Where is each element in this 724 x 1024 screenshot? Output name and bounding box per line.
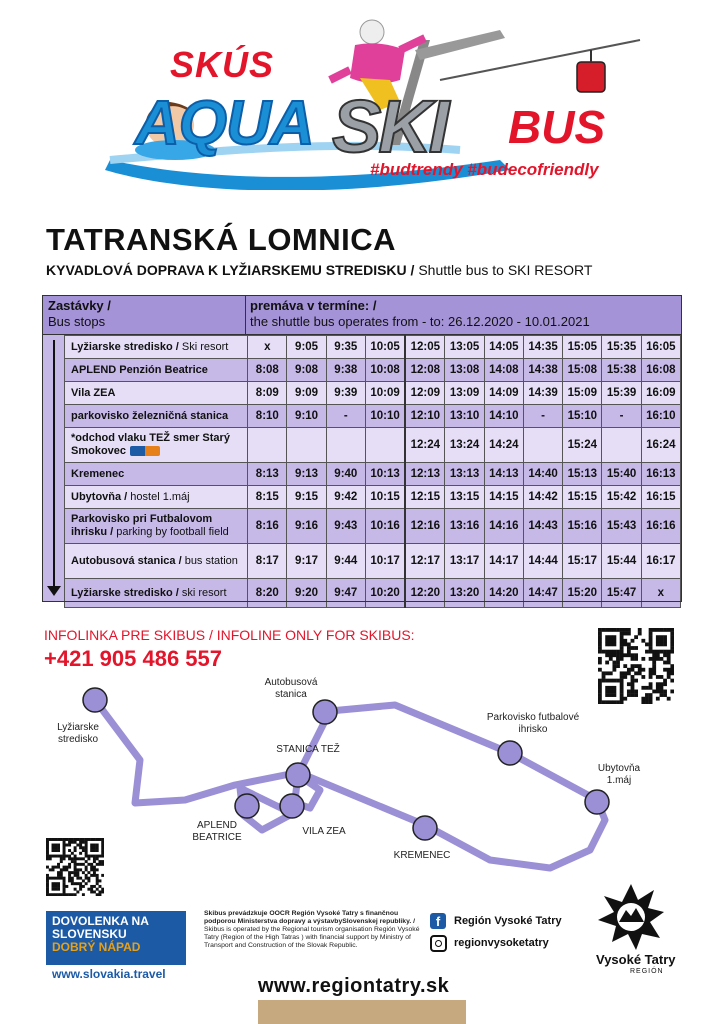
departure-time-cell: 8:15	[248, 486, 287, 509]
map-label-kremenec: KREMENEC	[393, 850, 451, 861]
departure-time-cell: -	[602, 405, 641, 428]
stop-parkovisko-marker	[498, 741, 522, 765]
departure-time-cell: 8:17	[248, 544, 287, 579]
departure-time-cell: 14:38	[523, 359, 562, 382]
footer-stripe	[258, 1000, 466, 1024]
departure-time-cell: 15:24	[563, 428, 602, 463]
departure-time-cell: 8:13	[248, 463, 287, 486]
logo-aqua-text: AQUA	[135, 89, 314, 158]
slovakia-travel-link[interactable]: www.slovakia.travel	[52, 967, 166, 981]
departure-time-cell: 8:16	[248, 509, 287, 544]
hashtags: #budtrendy #budecofriendly	[370, 160, 599, 179]
timetable-row	[65, 428, 681, 463]
stop-name-sk: Lyžiarske stredisko /	[71, 586, 179, 599]
departure-time-cell: 9:09	[287, 382, 326, 405]
timetable-row	[65, 579, 681, 608]
page-subtitle	[46, 262, 592, 278]
departure-time-cell	[365, 428, 405, 463]
departure-time-cell	[326, 428, 365, 463]
stop-name-sk: Lyžiarske stredisko /	[71, 340, 179, 353]
departure-time-cell: 16:24	[641, 428, 680, 463]
map-label-vila-zea: VILA ZEA	[302, 826, 346, 837]
departure-time-cell	[248, 428, 287, 463]
departure-time-cell: 16:15	[641, 486, 680, 509]
departure-time-cell: 14:15	[484, 486, 523, 509]
stop-name-cell	[65, 336, 248, 359]
departure-time-cell: 13:20	[445, 579, 484, 608]
logo-skus-text: SKÚS	[170, 44, 275, 85]
stop-name-sk: APLEND Penzión Beatrice	[71, 363, 208, 376]
header-stops-en: Bus stops	[48, 314, 106, 329]
departure-time-cell: 9:05	[287, 336, 326, 359]
departure-time-cell: 14:10	[484, 405, 523, 428]
instagram-icon[interactable]	[430, 935, 447, 952]
departure-time-cell: 16:10	[641, 405, 680, 428]
vysoke-tatry-emblem-icon	[596, 882, 666, 950]
departure-time-cell: 9:08	[287, 359, 326, 382]
departure-time-cell	[287, 428, 326, 463]
departure-time-cell: 12:10	[405, 405, 445, 428]
departure-time-cell: 13:16	[445, 509, 484, 544]
departure-time-cell: 9:40	[326, 463, 365, 486]
departure-time-cell: 16:17	[641, 544, 680, 579]
departure-time-cell: 15:05	[563, 336, 602, 359]
departure-time-cell: 13:17	[445, 544, 484, 579]
timetable-grid	[64, 335, 681, 608]
departure-time-cell: 15:35	[602, 336, 641, 359]
departure-time-cell: 9:39	[326, 382, 365, 405]
map-label-ubytovna: Ubytovňa 1.máj	[597, 763, 641, 786]
stop-aplend-marker	[235, 794, 259, 818]
infoline-phone[interactable]: +421 905 486 557	[44, 646, 223, 671]
departure-time-cell: 9:10	[287, 405, 326, 428]
departure-time-cell	[523, 428, 562, 463]
stop-name-cell	[65, 486, 248, 509]
timetable-row	[65, 359, 681, 382]
stop-name-cell	[65, 544, 248, 579]
departure-time-cell: 14:16	[484, 509, 523, 544]
departure-time-cell: 8:20	[248, 579, 287, 608]
stop-name-sk: Kremenec	[71, 467, 125, 480]
departure-time-cell: 9:15	[287, 486, 326, 509]
dovolenka-line2: SLOVENSKU	[52, 927, 127, 941]
dovolenka-banner[interactable]	[46, 911, 186, 965]
departure-time-cell: 9:44	[326, 544, 365, 579]
departure-time-cell: 15:38	[602, 359, 641, 382]
subtitle-sk: KYVADLOVÁ DOPRAVA K LYŽIARSKEMU STREDISKU /	[46, 262, 415, 278]
departure-time-cell: 9:35	[326, 336, 365, 359]
departure-time-cell: 10:10	[365, 405, 405, 428]
departure-time-cell: 10:13	[365, 463, 405, 486]
departure-time-cell: 12:16	[405, 509, 445, 544]
departure-time-cell	[602, 428, 641, 463]
departure-time-cell: 9:17	[287, 544, 326, 579]
departure-time-cell: 15:16	[563, 509, 602, 544]
departure-time-cell: 13:10	[445, 405, 484, 428]
departure-time-cell: 14:35	[523, 336, 562, 359]
header-term-sk: premáva v termíne: /	[250, 298, 377, 313]
departure-time-cell: 14:47	[523, 579, 562, 608]
map-label-autobusova: Autobusová stanica	[264, 677, 318, 700]
stop-kremenec-marker	[413, 816, 437, 840]
departure-time-cell: 9:43	[326, 509, 365, 544]
timetable-row	[65, 486, 681, 509]
map-label-parkovisko: Parkovisko futbalové ihrisko	[486, 712, 580, 735]
timetable-row	[65, 405, 681, 428]
departure-time-cell: 13:15	[445, 486, 484, 509]
website-link[interactable]: www.regiontatry.sk	[258, 975, 450, 997]
page-title: TATRANSKÁ LOMNICA	[46, 222, 397, 257]
departure-time-cell: x	[641, 579, 680, 608]
stop-name-en: parking by football field	[113, 526, 229, 538]
departure-time-cell: 12:08	[405, 359, 445, 382]
departure-time-cell: 12:05	[405, 336, 445, 359]
departure-time-cell: x	[248, 336, 287, 359]
stop-name-en: bus station	[181, 554, 238, 567]
map-label-stanica-tez: STANICA TEŽ	[276, 744, 340, 755]
instagram-handle-link[interactable]: regionvysoketatry	[454, 937, 549, 949]
stop-autobusova-marker	[313, 700, 337, 724]
map-label-lyziarske: Lyžiarske stredisko	[57, 722, 99, 745]
departure-time-cell: 15:39	[602, 382, 641, 405]
departure-time-cell: 16:13	[641, 463, 680, 486]
stop-name-cell	[65, 359, 248, 382]
stop-lyziarske-marker	[83, 688, 107, 712]
stop-name-en: Ski resort	[178, 340, 229, 353]
departure-time-cell: 8:08	[248, 359, 287, 382]
stop-name-sk: Autobusová stanica /	[71, 554, 182, 567]
departure-time-cell: 15:47	[602, 579, 641, 608]
departure-time-cell: 16:08	[641, 359, 680, 382]
fine-print-en: Skibus is operated by the Regional tourism organisation Región Vysoké Tatry (Region of the High Tatras ) with financial support by Ministry of Transport and Construction of the Slovak Republic.	[204, 926, 420, 949]
departure-time-cell: 12:20	[405, 579, 445, 608]
departure-time-cell: 10:09	[365, 382, 405, 405]
stop-name-sk: Ubytovňa /	[71, 490, 128, 503]
header-divider	[245, 295, 246, 335]
departure-time-cell: 16:16	[641, 509, 680, 544]
departure-time-cell: 10:17	[365, 544, 405, 579]
stop-name-cell	[65, 382, 248, 405]
timetable-row	[65, 509, 681, 544]
departure-time-cell: 14:39	[523, 382, 562, 405]
map-label-aplend: APLEND BEATRICE	[192, 820, 242, 843]
departure-time-cell: 14:08	[484, 359, 523, 382]
departure-time-cell: 12:15	[405, 486, 445, 509]
infoline-label: INFOLINKA PRE SKIBUS / INFOLINE ONLY FOR SKIBUS:	[44, 627, 415, 643]
departure-time-cell: 9:38	[326, 359, 365, 382]
header-term	[250, 298, 590, 330]
departure-time-cell: 15:43	[602, 509, 641, 544]
departure-time-cell: 14:20	[484, 579, 523, 608]
stop-name-cell	[65, 428, 248, 463]
departure-time-cell: -	[523, 405, 562, 428]
departure-time-cell: 14:43	[523, 509, 562, 544]
departure-time-cell: 8:10	[248, 405, 287, 428]
train-logo-icon	[130, 446, 160, 456]
departure-time-cell: 9:47	[326, 579, 365, 608]
departure-time-cell: 12:17	[405, 544, 445, 579]
logo-ski-text: SKI	[332, 85, 447, 168]
departure-time-cell: 13:09	[445, 382, 484, 405]
operator-fine-print	[204, 910, 430, 950]
departure-time-cell: 10:05	[365, 336, 405, 359]
departure-time-cell: 15:13	[563, 463, 602, 486]
timetable-row	[65, 463, 681, 486]
timetable	[64, 335, 681, 608]
departure-time-cell: 15:17	[563, 544, 602, 579]
timetable-row	[65, 382, 681, 405]
vysoke-tatry-name: Vysoké Tatry	[596, 952, 676, 967]
departure-time-cell: 13:13	[445, 463, 484, 486]
departure-time-cell: 16:05	[641, 336, 680, 359]
stop-name-cell	[65, 405, 248, 428]
departure-time-cell: 15:40	[602, 463, 641, 486]
header-term-en: the shuttle bus operates from - to: 26.12.2020 - 10.01.2021	[250, 314, 590, 329]
stop-name-cell	[65, 579, 248, 608]
stop-stanica-tez-marker	[286, 763, 310, 787]
departure-time-cell: 15:10	[563, 405, 602, 428]
departure-time-cell: 12:09	[405, 382, 445, 405]
departure-time-cell: 10:20	[365, 579, 405, 608]
stop-vila-zea-marker	[280, 794, 304, 818]
departure-time-cell: 15:09	[563, 382, 602, 405]
route-map	[80, 680, 640, 880]
departure-time-cell: 13:05	[445, 336, 484, 359]
departure-time-cell: 12:13	[405, 463, 445, 486]
stop-name-sk: Vila ZEA	[71, 386, 116, 399]
departure-time-cell: 15:20	[563, 579, 602, 608]
departure-time-cell: 10:16	[365, 509, 405, 544]
stop-name-sk: Parkovisko pri Futbalovom ihrisku /	[71, 513, 213, 538]
timetable-row	[65, 544, 681, 579]
departure-time-cell: 13:24	[445, 428, 484, 463]
departure-time-cell: 9:16	[287, 509, 326, 544]
header-stops	[48, 298, 111, 330]
stop-name-sk: *odchod vlaku TEŽ smer Starý Smokovec	[71, 432, 230, 457]
departure-time-cell: 14:44	[523, 544, 562, 579]
direction-arrow-icon	[47, 586, 61, 596]
departure-time-cell: 14:17	[484, 544, 523, 579]
departure-time-cell: 15:08	[563, 359, 602, 382]
stop-ubytovna-marker	[585, 790, 609, 814]
departure-time-cell: 10:08	[365, 359, 405, 382]
logo-bus-text: BUS	[508, 101, 606, 153]
facebook-page-link[interactable]: Región Vysoké Tatry	[454, 915, 562, 927]
stop-name-en: ski resort	[178, 586, 227, 599]
dovolenka-line1: DOVOLENKA NA	[52, 914, 149, 928]
stop-name-sk: parkovisko železničná stanica	[71, 409, 229, 422]
departure-time-cell: 14:40	[523, 463, 562, 486]
stop-name-en: hostel 1.máj	[127, 490, 190, 503]
departure-time-cell: 15:15	[563, 486, 602, 509]
departure-time-cell: 15:44	[602, 544, 641, 579]
departure-time-cell: 14:24	[484, 428, 523, 463]
departure-time-cell: 9:42	[326, 486, 365, 509]
departure-time-cell: 10:15	[365, 486, 405, 509]
direction-arrow-line	[53, 340, 55, 590]
departure-time-cell: 9:13	[287, 463, 326, 486]
facebook-icon[interactable]: f	[430, 913, 446, 929]
fine-print-sk: Skibus prevádzkuje OOCR Región Vysoké Tatry s finančnou podporou Ministerstva dopravy a výstavbySlovenskej republiky. /	[204, 910, 416, 925]
departure-time-cell: 14:42	[523, 486, 562, 509]
departure-time-cell: 15:42	[602, 486, 641, 509]
stop-name-cell	[65, 463, 248, 486]
vysoke-tatry-region: REGIÓN	[630, 968, 664, 975]
departure-time-cell: 13:08	[445, 359, 484, 382]
departure-time-cell: 14:05	[484, 336, 523, 359]
header-stops-sk: Zastávky /	[48, 298, 111, 313]
timetable-row	[65, 336, 681, 359]
departure-time-cell: 8:09	[248, 382, 287, 405]
departure-time-cell: 14:09	[484, 382, 523, 405]
departure-time-cell: 16:09	[641, 382, 680, 405]
departure-time-cell: -	[326, 405, 365, 428]
departure-time-cell: 9:20	[287, 579, 326, 608]
subtitle-en: Shuttle bus to SKI RESORT	[414, 262, 593, 278]
departure-time-cell: 14:13	[484, 463, 523, 486]
departure-time-cell: 12:24	[405, 428, 445, 463]
dovolenka-line3: DOBRÝ NÁPAD	[52, 940, 141, 954]
stop-name-cell	[65, 509, 248, 544]
